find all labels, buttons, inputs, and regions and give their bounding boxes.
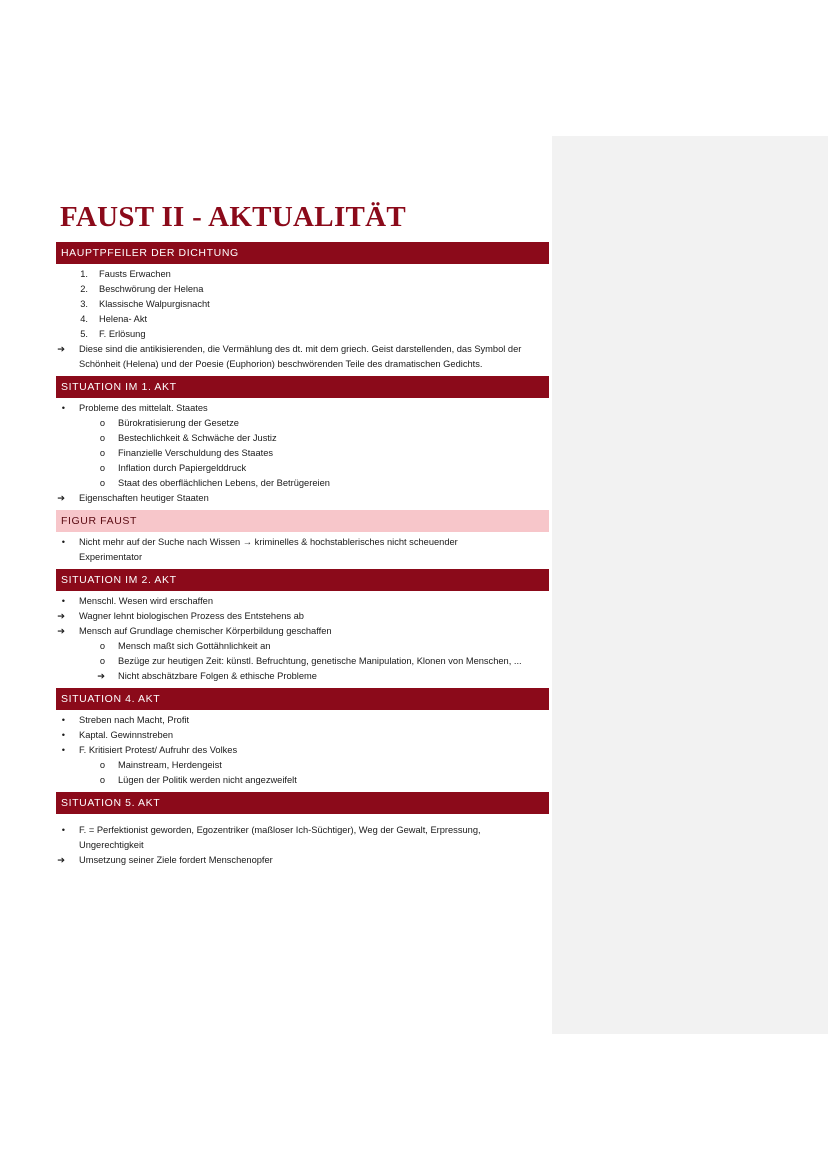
bullet-icon: • — [61, 537, 65, 547]
list-item: 3. Klassische Walpurgisnacht — [80, 299, 210, 309]
arrow-icon: ➔ — [97, 671, 105, 681]
sub-item: o Lügen der Politik werden nicht angezweifelt — [56, 773, 549, 788]
arrow-item: ➔ Mensch auf Grundlage chemischer Körperbildung geschaffen — [56, 624, 549, 639]
sub-item: o Finanzielle Verschuldung des Staates — [56, 446, 549, 461]
circle-bullet-icon: o — [99, 775, 105, 785]
sub-item: o Mensch maßt sich Gottähnlichkeit an — [56, 639, 549, 654]
sub-item: o Inflation durch Papiergelddruck — [56, 461, 549, 476]
circle-bullet-icon: o — [99, 463, 105, 473]
bullet-icon: • — [61, 745, 65, 755]
circle-bullet-icon: o — [99, 433, 105, 443]
document-title: FAUST II - AKTUALITÄT — [60, 201, 407, 233]
arrow-item: ➔ Diese sind die antikisierenden, die Vermählung des dt. mit dem griech. Geist darstellenden, das Symbol der — [56, 342, 549, 357]
arrow-item: ➔ Umsetzung seiner Ziele fordert Menschenopfer — [56, 853, 549, 868]
section-heading-figur-faust: FIGUR FAUST — [56, 510, 549, 532]
circle-bullet-icon: o — [99, 760, 105, 770]
circle-bullet-icon: o — [99, 418, 105, 428]
bullet-item: • Probleme des mittelalt. Staates — [56, 401, 549, 416]
circle-bullet-icon: o — [99, 448, 105, 458]
comment-margin-pane — [552, 136, 828, 1034]
bullet-item: • Kaptal. Gewinnstreben — [56, 728, 549, 743]
section-heading-akt4: SITUATION 4. AKT — [56, 688, 549, 710]
sub-item: o Bürokratisierung der Gesetze — [56, 416, 549, 431]
document-page — [56, 200, 549, 868]
sub-arrow-item: ➔ Nicht abschätzbare Folgen & ethische Probleme — [56, 669, 549, 684]
sub-item: o Mainstream, Herdengeist — [56, 758, 549, 773]
bullet-item: • Menschl. Wesen wird erschaffen — [56, 594, 549, 609]
sub-item: o Bezüge zur heutigen Zeit: künstl. Befruchtung, genetische Manipulation, Klonen von Menschen, ... — [56, 654, 549, 669]
arrow-icon: ➔ — [57, 611, 65, 621]
list-item: 5. F. Erlösung — [80, 329, 146, 339]
bullet-icon: • — [61, 825, 65, 835]
circle-bullet-icon: o — [99, 478, 105, 488]
bullet-icon: • — [61, 403, 65, 413]
bullet-item-continuation: Experimentator — [79, 552, 143, 562]
circle-bullet-icon: o — [99, 641, 105, 651]
sub-item: o Bestechlichkeit & Schwäche der Justiz — [56, 431, 549, 446]
list-item: 2. Beschwörung der Helena — [80, 284, 204, 294]
circle-bullet-icon: o — [99, 656, 105, 666]
bullet-icon: • — [61, 715, 65, 725]
arrow-item: ➔ Wagner lehnt biologischen Prozess des Entstehens ab — [56, 609, 549, 624]
list-item: 4. Helena- Akt — [80, 314, 148, 324]
bullet-icon: • — [61, 596, 65, 606]
sub-item: o Staat des oberflächlichen Lebens, der Betrügereien — [56, 476, 549, 491]
arrow-item-continuation: Schönheit (Helena) und der Poesie (Euphorion) beschwörenden Teile des dramatischen Gedichts. — [79, 359, 483, 369]
arrow-icon: ➔ — [57, 344, 65, 354]
arrow-icon: ➔ — [57, 855, 65, 865]
arrow-icon: ➔ — [57, 626, 65, 636]
section-heading-akt2: SITUATION IM 2. AKT — [56, 569, 549, 591]
list-item: 1. Fausts Erwachen — [80, 269, 171, 279]
bullet-icon: • — [61, 730, 65, 740]
bullet-item: • F. Kritisiert Protest/ Aufruhr des Volkes — [56, 743, 549, 758]
arrow-item: ➔ Eigenschaften heutiger Staaten — [56, 491, 549, 506]
section-heading-akt1: SITUATION IM 1. AKT — [56, 376, 549, 398]
section-heading-akt5: SITUATION 5. AKT — [56, 792, 549, 814]
bullet-item: • Streben nach Macht, Profit — [56, 713, 549, 728]
bullet-item-continuation: Ungerechtigkeit — [79, 840, 144, 850]
bullet-item: • Nicht mehr auf der Suche nach Wissen → kriminelles & hochstablerisches nicht scheuender — [56, 535, 549, 550]
bullet-item: • F. = Perfektionist geworden, Egozentriker (maßloser Ich-Süchtiger), Weg der Gewalt, Erpressung, — [56, 823, 549, 838]
arrow-icon: ➔ — [57, 493, 65, 503]
section-heading-hauptpfeiler: HAUPTPFEILER DER DICHTUNG — [56, 242, 549, 264]
